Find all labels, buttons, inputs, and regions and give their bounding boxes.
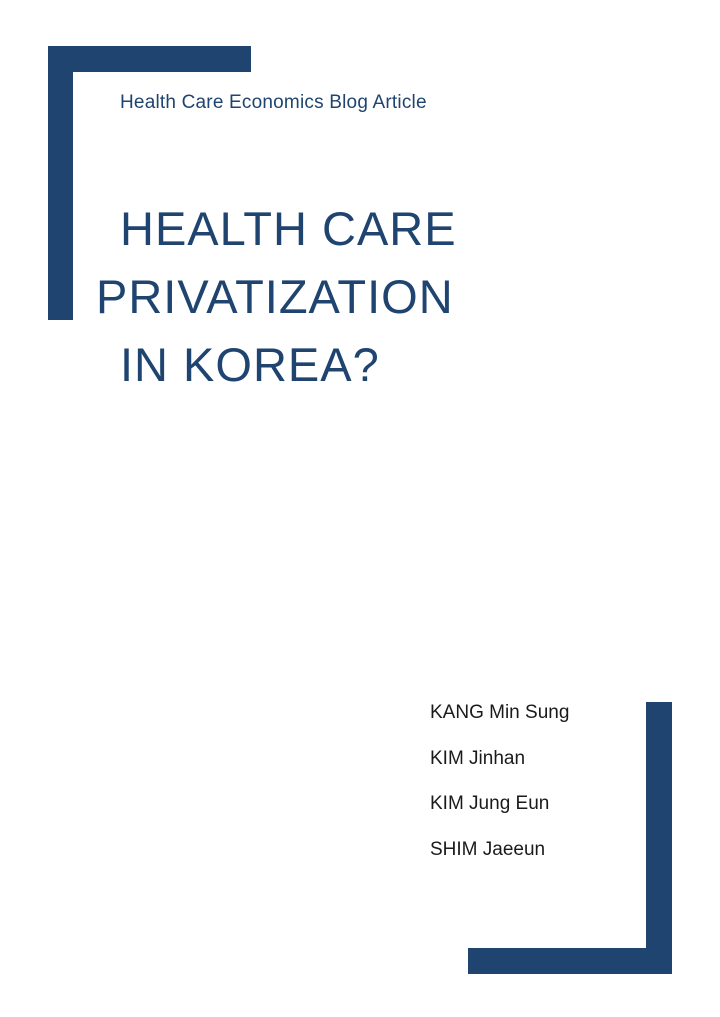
title-line-3: IN KOREA? <box>120 338 380 391</box>
top-left-frame-bar-vertical <box>48 46 73 320</box>
bottom-right-frame-bar-horizontal <box>468 948 672 974</box>
top-left-frame-bar-horizontal <box>48 46 251 72</box>
document-title <box>96 195 457 399</box>
title-line-1: HEALTH CARE <box>120 202 457 255</box>
author-name: KIM Jung Eun <box>430 793 550 814</box>
author-list <box>430 699 569 881</box>
author-name: SHIM Jaeeun <box>430 838 546 860</box>
bottom-right-frame-bar-vertical <box>646 702 672 974</box>
author-name: KIM Jinhan <box>430 747 526 769</box>
title-line-2: PRIVATIZATION <box>96 270 454 323</box>
article-subtitle: Health Care Economics Blog Article <box>120 92 427 113</box>
author-name: KANG Min Sung <box>430 702 570 723</box>
